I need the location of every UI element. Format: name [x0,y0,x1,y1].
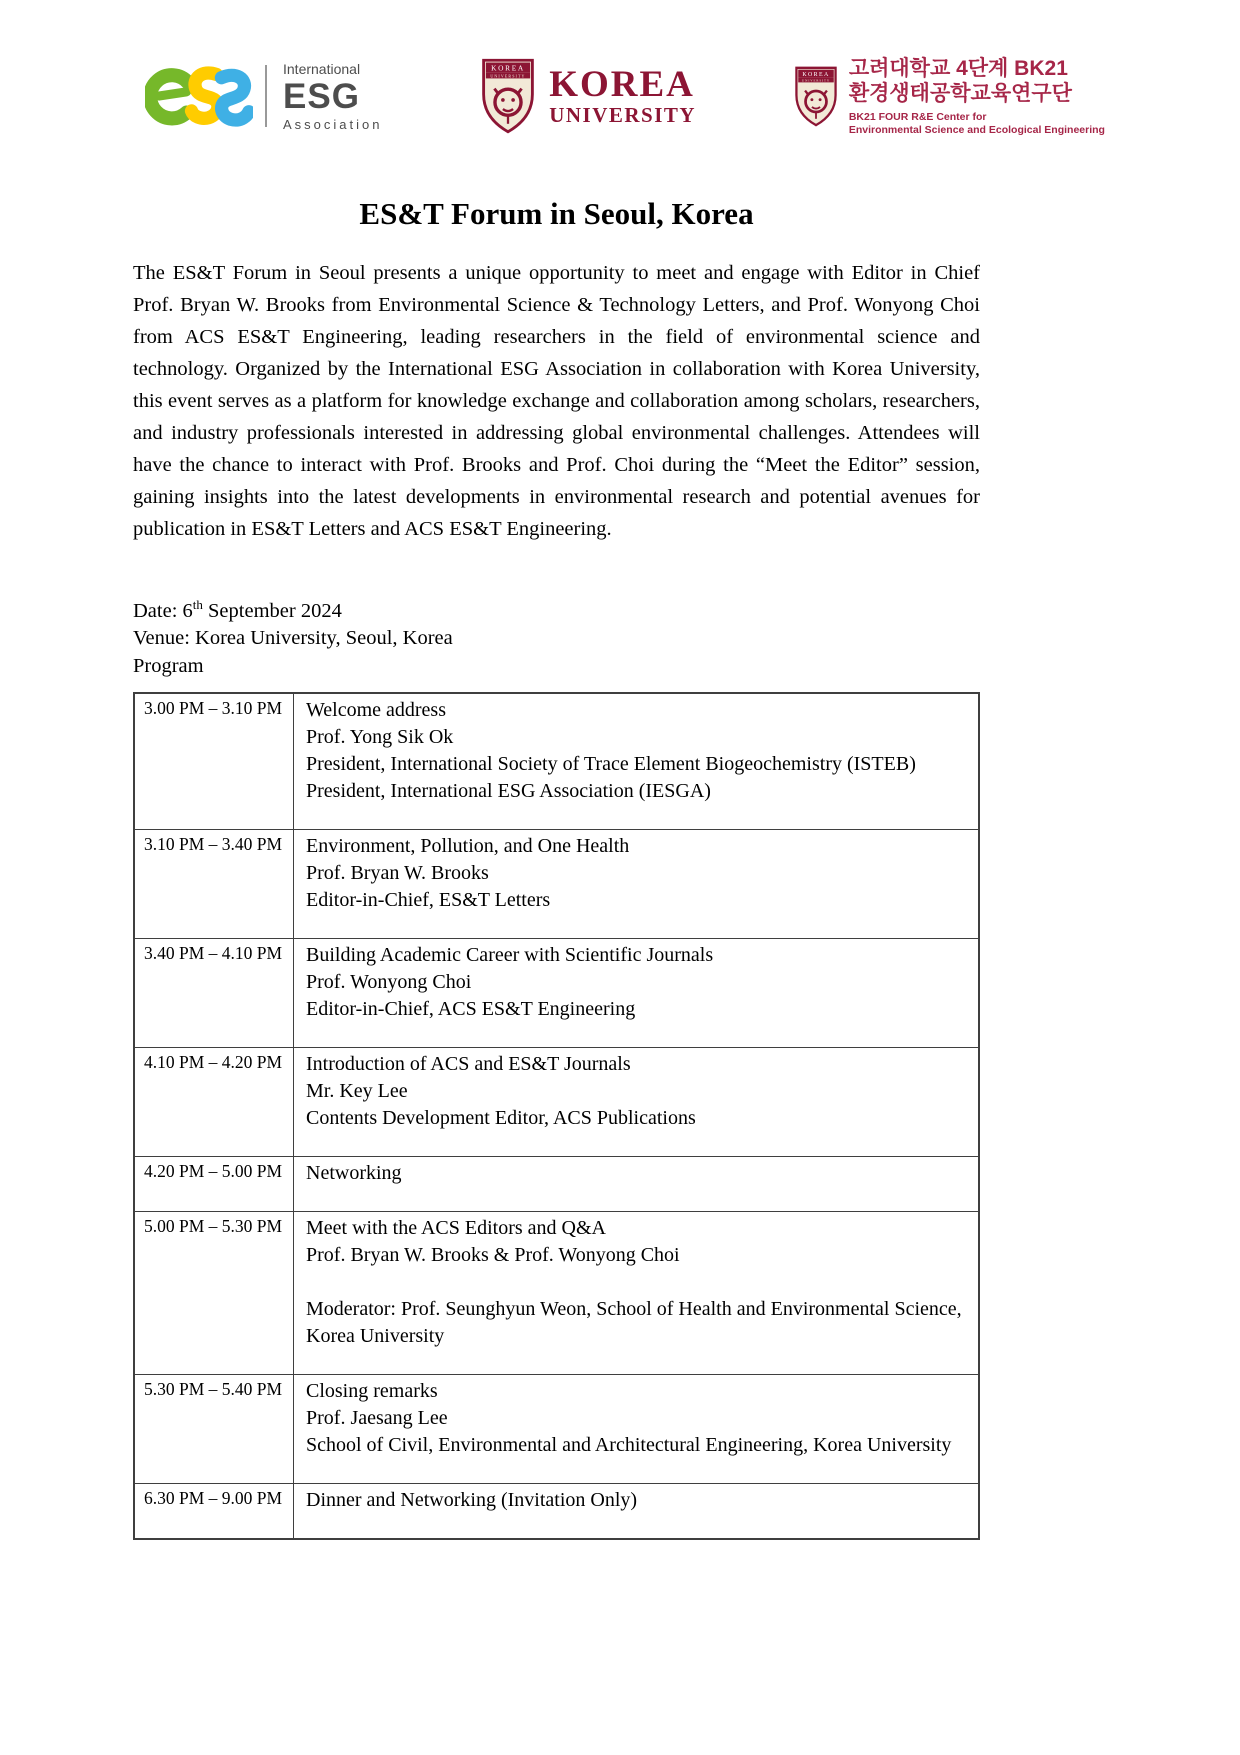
session-moderator: Moderator: Prof. Seunghyun Weon, School of Health and Environmental Science, Korea University [306,1298,962,1348]
esg-logo-text [283,62,382,131]
document-body [133,196,980,1540]
session-speaker: Prof. Bryan W. Brooks & Prof. Wonyong Choi [306,1244,680,1267]
esg-bottom-label: Association [283,116,383,132]
program-table [133,692,980,1540]
session-details [294,1212,980,1375]
crest-university-text: UNIVERSITY [490,73,526,79]
ordinal-superscript: th [192,597,203,612]
crest-university-text: UNIVERSITY [801,77,830,82]
session-title: Dinner and Networking (Invitation Only) [306,1489,638,1512]
bk21-logo [793,56,1105,136]
session-affiliation: Editor-in-Chief, ACS ES&T Engineering [306,998,636,1021]
time-slot: 4.20 PM – 5.00 PM [134,1157,294,1212]
bk21-logo-text [849,56,1105,136]
session-title: Meet with the ACS Editors and Q&A [306,1217,606,1240]
time-slot: 5.30 PM – 5.40 PM [134,1375,294,1484]
session-details [294,830,980,939]
iesga-logo [145,55,382,137]
esg-acronym: ESG [283,76,360,116]
session-affiliation: School of Civil, Environmental and Architectural Engineering, Korea University [306,1434,952,1457]
program-row [134,1375,979,1484]
session-details [294,1375,980,1484]
program-row [134,1484,979,1540]
session-speaker: Prof. Jaesang Lee [306,1407,448,1430]
program-row [134,693,979,830]
korea-university-crest-icon [479,58,537,134]
session-title: Welcome address [306,699,446,722]
crest-korea-text: KOREA [491,63,526,73]
session-details [294,1157,980,1212]
korea-university-wordmark [549,66,696,126]
esg-top-label: International [283,60,361,77]
event-venue: Venue: Korea University, Seoul, Korea [133,627,453,650]
session-title: Introduction of ACS and ES&T Journals [306,1053,631,1076]
program-row [134,939,979,1048]
session-details [294,939,980,1048]
ku-wordmark-line2: UNIVERSITY [549,103,697,127]
program-row [134,1048,979,1157]
session-title: Environment, Pollution, and One Health [306,835,630,858]
korea-university-logo [479,58,696,134]
event-date: Date: 6th September 2024 [133,597,342,622]
session-speaker: Prof. Wonyong Choi [306,971,472,994]
time-slot: 4.10 PM – 4.20 PM [134,1048,294,1157]
program-row [134,1157,979,1212]
session-title: Building Academic Career with Scientific Journals [306,944,714,967]
program-row [134,1212,979,1375]
session-speaker: Prof. Yong Sik Ok [306,726,454,749]
session-details [294,1484,980,1540]
session-title: Networking [306,1162,402,1185]
crest-korea-text: KOREA [802,71,830,78]
session-affiliation: Editor-in-Chief, ES&T Letters [306,889,551,912]
ku-wordmark-line1: KOREA [549,64,695,105]
session-details [294,1048,980,1157]
esg-logo-icon [145,55,253,137]
bk21-english-line1: BK21 FOUR R&E Center for [848,111,987,123]
session-details [294,693,980,830]
session-speaker: Mr. Key Lee [306,1080,408,1103]
bk21-korean-line1: 고려대학교 4단계 BK21 [848,57,1068,80]
intro-paragraph: The ES&T Forum in Seoul presents a unique opportunity to meet and engage with Editor in Chief Prof. Bryan W. Brooks from Environmental Science & Technology Letters, and Prof. Wonyong Choi from ACS ES&T Engineering, leading researchers in the field of environmental science and technology. Organized by the International ESG Association in collaboration with Korea University, this event serves as a platform for knowledge exchange and collaboration among scholars, researchers, and industry professionals interested in addressing global environmental challenges. Attendees will have the chance to interact with Prof. Brooks and Prof. Choi during the “Meet the Editor” session, gaining insights into the latest developments in environmental research and potential avenues for publication in ES&T Letters and ACS ES&T Engineering. [133,262,980,540]
logo-divider [265,65,267,127]
program-heading: Program [133,654,204,677]
time-slot: 3.10 PM – 3.40 PM [134,830,294,939]
logo-header [145,50,1105,142]
session-speaker: Prof. Bryan W. Brooks [306,862,489,885]
blank-line [306,1269,968,1296]
session-title: Closing remarks [306,1380,438,1403]
event-meta [133,591,980,680]
session-affiliation: Contents Development Editor, ACS Publications [306,1107,696,1130]
time-slot: 5.00 PM – 5.30 PM [134,1212,294,1375]
session-affiliation: President, International Society of Trace Element Biogeochemistry (ISTEB) [306,753,916,776]
time-slot: 3.00 PM – 3.10 PM [134,693,294,830]
time-slot: 6.30 PM – 9.00 PM [134,1484,294,1540]
session-affiliation: President, International ESG Association (IESGA) [306,780,711,803]
bk21-korean-line2: 환경생태공학교육연구단 [848,82,1072,105]
bk21-crest-icon [793,66,839,127]
time-slot: 3.40 PM – 4.10 PM [134,939,294,1048]
bk21-english-line2: Environmental Science and Ecological Engineering [848,123,1105,136]
program-row [134,830,979,939]
page-title: ES&T Forum in Seoul, Korea [359,196,754,231]
